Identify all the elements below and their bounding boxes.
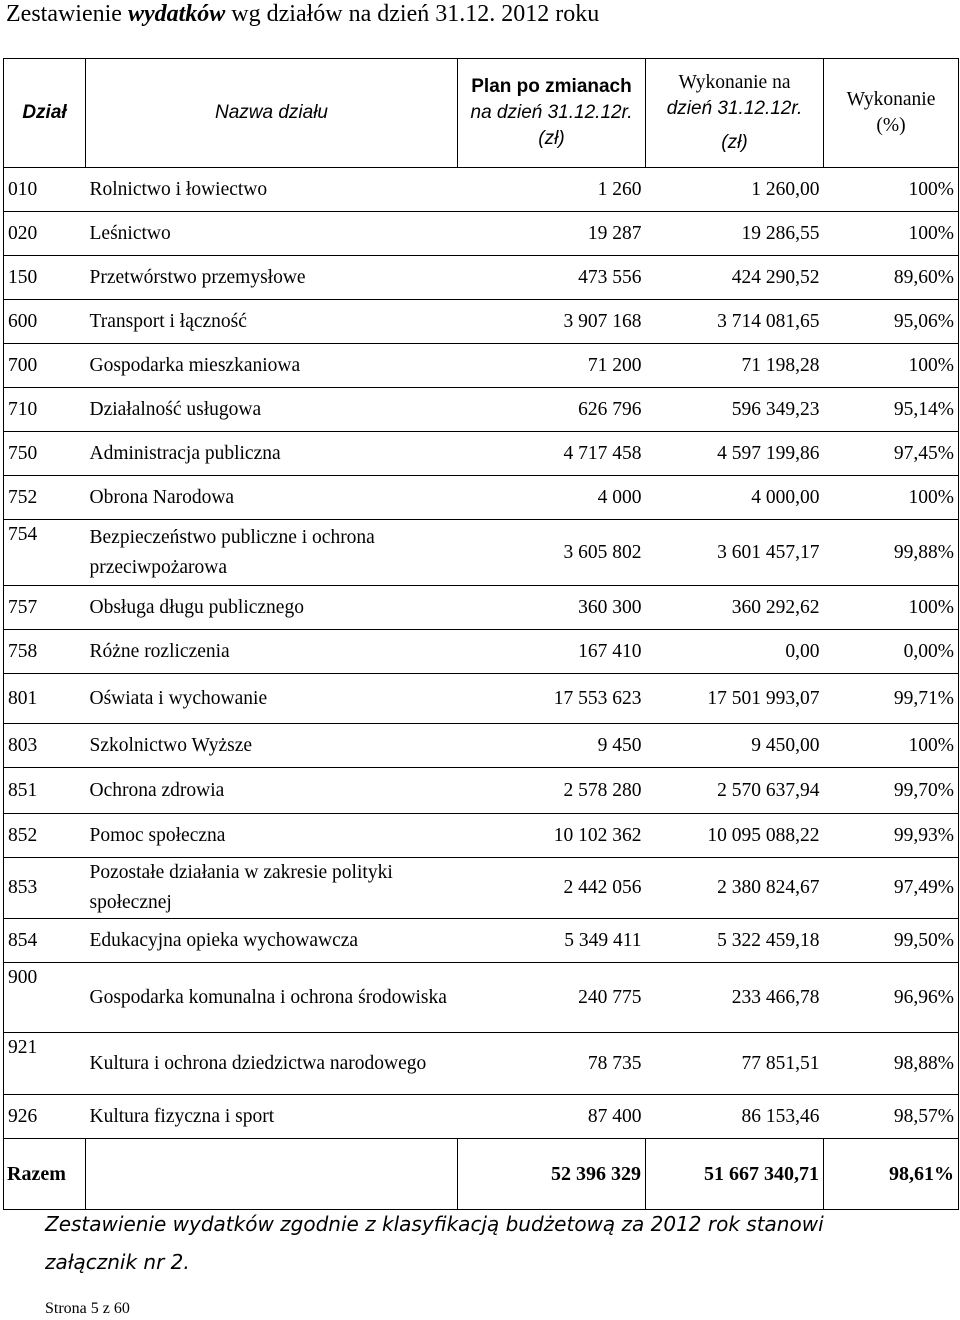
attachment-note: Zestawienie wydatków zgodnie z klasyfikacją budżetową za 2012 rok stanowi załącznik nr 2.: [45, 1212, 824, 1274]
row-wykonanie: 2 380 824,67: [646, 858, 824, 919]
total-procent: 98,61%: [824, 1139, 959, 1210]
row-procent: 99,88%: [824, 520, 959, 586]
row-plan: 4 000: [458, 476, 646, 520]
header-nazwa: Nazwa działu: [86, 59, 458, 168]
row-plan: 10 102 362: [458, 814, 646, 858]
row-plan: 19 287: [458, 212, 646, 256]
row-procent: 99,70%: [824, 768, 959, 814]
row-code: 926: [4, 1095, 86, 1139]
table-row: [4, 1033, 959, 1095]
row-name: Bezpieczeństwo publiczne i ochrona przeciwpożarowa: [86, 520, 458, 586]
row-code: 853: [4, 858, 86, 919]
expenses-table: [3, 58, 959, 1210]
row-name: Leśnictwo: [86, 212, 458, 256]
row-code: 757: [4, 586, 86, 630]
row-wykonanie: 4 000,00: [646, 476, 824, 520]
total-label: Razem: [4, 1139, 86, 1210]
row-wykonanie: 596 349,23: [646, 388, 824, 432]
row-plan: 3 605 802: [458, 520, 646, 586]
row-procent: 99,71%: [824, 674, 959, 724]
row-wykonanie: 360 292,62: [646, 586, 824, 630]
header-procent: Wykonanie (%): [824, 59, 959, 168]
table-row: [4, 432, 959, 476]
row-code: 752: [4, 476, 86, 520]
table-row: [4, 919, 959, 963]
row-code: 852: [4, 814, 86, 858]
row-name: Administracja publiczna: [86, 432, 458, 476]
table-row: [4, 858, 959, 919]
row-name: Szkolnictwo Wyższe: [86, 724, 458, 768]
row-procent: 97,49%: [824, 858, 959, 919]
row-procent: 97,45%: [824, 432, 959, 476]
row-code: 150: [4, 256, 86, 300]
row-wykonanie: 2 570 637,94: [646, 768, 824, 814]
page-footer: Strona 5 z 60: [45, 1300, 130, 1317]
row-wykonanie: 3 714 081,65: [646, 300, 824, 344]
row-plan: 17 553 623: [458, 674, 646, 724]
row-plan: 473 556: [458, 256, 646, 300]
table-row: [4, 724, 959, 768]
row-wykonanie: 5 322 459,18: [646, 919, 824, 963]
row-plan: 240 775: [458, 963, 646, 1033]
row-plan: 167 410: [458, 630, 646, 674]
row-wykonanie: 10 095 088,22: [646, 814, 824, 858]
row-plan: 87 400: [458, 1095, 646, 1139]
row-name: Kultura i ochrona dziedzictwa narodowego: [86, 1033, 458, 1095]
row-wykonanie: 1 260,00: [646, 168, 824, 212]
page-title: Zestawienie wydatków wg działów na dzień 31.12. 2012 roku: [6, 1, 600, 27]
table-row: [4, 630, 959, 674]
table-row: [4, 212, 959, 256]
table-row: [4, 168, 959, 212]
row-procent: 99,50%: [824, 919, 959, 963]
row-code: 010: [4, 168, 86, 212]
table-row: [4, 256, 959, 300]
table-row: [4, 388, 959, 432]
table-row: [4, 963, 959, 1033]
table-row: [4, 586, 959, 630]
row-name: Kultura fizyczna i sport: [86, 1095, 458, 1139]
table-row: [4, 344, 959, 388]
row-wykonanie: 77 851,51: [646, 1033, 824, 1095]
table-row: [4, 300, 959, 344]
row-wykonanie: 424 290,52: [646, 256, 824, 300]
row-code: 600: [4, 300, 86, 344]
table-row: [4, 520, 959, 586]
row-code: 710: [4, 388, 86, 432]
row-name: Gospodarka mieszkaniowa: [86, 344, 458, 388]
table-row: [4, 476, 959, 520]
row-code: 803: [4, 724, 86, 768]
table-row: [4, 1095, 959, 1139]
row-code: 801: [4, 674, 86, 724]
table-row: [4, 768, 959, 814]
row-name: Działalność usługowa: [86, 388, 458, 432]
row-plan: 626 796: [458, 388, 646, 432]
table-header-row: [4, 59, 959, 168]
row-name: Różne rozliczenia: [86, 630, 458, 674]
table-row: [4, 814, 959, 858]
row-code: 700: [4, 344, 86, 388]
row-name: Transport i łączność: [86, 300, 458, 344]
row-procent: 100%: [824, 476, 959, 520]
row-name: Rolnictwo i łowiectwo: [86, 168, 458, 212]
row-procent: 89,60%: [824, 256, 959, 300]
header-dzial: Dział: [4, 59, 86, 168]
header-wykonanie: Wykonanie na dzień 31.12.12r. (zł): [646, 59, 824, 168]
row-plan: 1 260: [458, 168, 646, 212]
row-code: 758: [4, 630, 86, 674]
row-wykonanie: 9 450,00: [646, 724, 824, 768]
row-name: Ochrona zdrowia: [86, 768, 458, 814]
row-wykonanie: 17 501 993,07: [646, 674, 824, 724]
row-procent: 95,06%: [824, 300, 959, 344]
row-plan: 5 349 411: [458, 919, 646, 963]
row-procent: 98,88%: [824, 1033, 959, 1095]
row-wykonanie: 19 286,55: [646, 212, 824, 256]
row-plan: 4 717 458: [458, 432, 646, 476]
total-wykonanie: 51 667 340,71: [646, 1139, 824, 1210]
row-procent: 95,14%: [824, 388, 959, 432]
row-procent: 100%: [824, 168, 959, 212]
row-procent: 96,96%: [824, 963, 959, 1033]
row-procent: 100%: [824, 586, 959, 630]
row-plan: 2 442 056: [458, 858, 646, 919]
row-code: 900: [4, 963, 86, 1033]
row-plan: 3 907 168: [458, 300, 646, 344]
row-name: Przetwórstwo przemysłowe: [86, 256, 458, 300]
row-procent: 98,57%: [824, 1095, 959, 1139]
row-name: Oświata i wychowanie: [86, 674, 458, 724]
row-procent: 0,00%: [824, 630, 959, 674]
row-plan: 360 300: [458, 586, 646, 630]
row-code: 750: [4, 432, 86, 476]
row-wykonanie: 4 597 199,86: [646, 432, 824, 476]
total-plan: 52 396 329: [458, 1139, 646, 1210]
total-row: [4, 1139, 959, 1210]
row-wykonanie: 233 466,78: [646, 963, 824, 1033]
row-code: 854: [4, 919, 86, 963]
row-name: Obrona Narodowa: [86, 476, 458, 520]
row-name: Edukacyjna opieka wychowawcza: [86, 919, 458, 963]
table-row: [4, 674, 959, 724]
total-spacer: [86, 1139, 458, 1210]
row-procent: 100%: [824, 724, 959, 768]
row-name: Pomoc społeczna: [86, 814, 458, 858]
row-procent: 99,93%: [824, 814, 959, 858]
row-name: Gospodarka komunalna i ochrona środowiska: [86, 963, 458, 1033]
row-plan: 2 578 280: [458, 768, 646, 814]
row-plan: 9 450: [458, 724, 646, 768]
row-name: Obsługa długu publicznego: [86, 586, 458, 630]
row-wykonanie: 86 153,46: [646, 1095, 824, 1139]
row-name: Pozostałe działania w zakresie polityki społecznej: [86, 858, 458, 919]
row-code: 020: [4, 212, 86, 256]
row-wykonanie: 0,00: [646, 630, 824, 674]
row-procent: 100%: [824, 344, 959, 388]
row-code: 754: [4, 520, 86, 586]
row-wykonanie: 71 198,28: [646, 344, 824, 388]
row-procent: 100%: [824, 212, 959, 256]
row-plan: 71 200: [458, 344, 646, 388]
row-code: 921: [4, 1033, 86, 1095]
row-wykonanie: 3 601 457,17: [646, 520, 824, 586]
header-plan: Plan po zmianach na dzień 31.12.12r. (zł): [458, 59, 646, 168]
row-code: 851: [4, 768, 86, 814]
row-plan: 78 735: [458, 1033, 646, 1095]
